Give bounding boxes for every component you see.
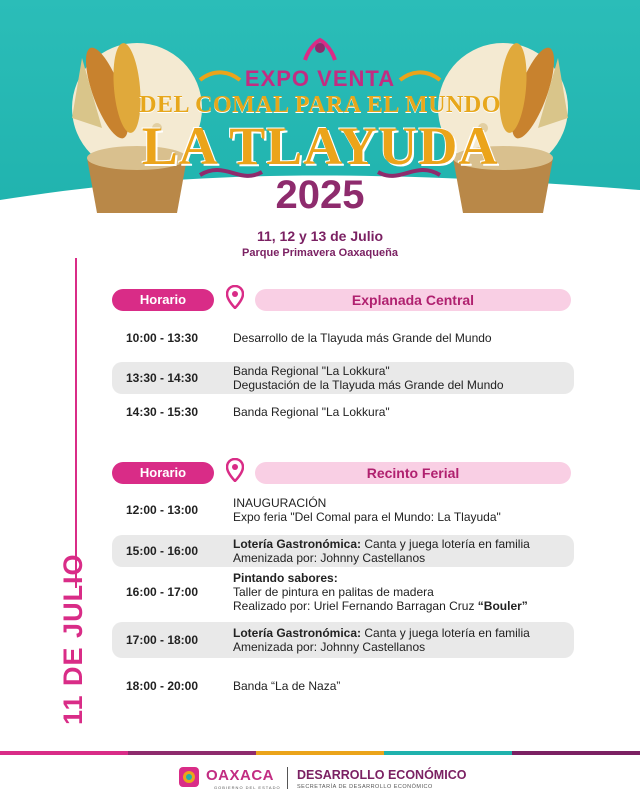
schedule-description [233,626,530,654]
schedule-time: 16:00 - 17:00 [125,585,199,599]
description-bold: Pintando sabores: [233,571,338,585]
schedule-time: 13:30 - 14:30 [125,371,199,385]
schedule-time: 10:00 - 13:30 [125,331,199,345]
description-text: Desarrollo de la Tlayuda más Grande del Mundo [233,331,492,345]
description-line [233,640,530,654]
schedule-row [112,326,574,350]
description-text: Expo feria "Del Comal para el Mundo: La Tlayuda" [233,510,501,524]
description-line [233,331,492,345]
footer [0,760,640,796]
description-line [233,551,530,565]
oaxaca-logo-sub: GOBIERNO DEL ESTADO [214,785,281,790]
oaxaca-shield-icon [178,766,200,788]
schedule-description [233,679,340,693]
dept-name: DESARROLLO ECONÓMICO [297,768,467,782]
schedule-row [112,362,574,394]
description-line [233,626,530,640]
description-text: Banda Regional "La Lokkura" [233,364,390,378]
dept-sub: SECRETARÍA DE DESARROLLO ECONÓMICO [297,784,433,790]
expo-label: EXPO VENTA [244,66,396,91]
schedule-time: 14:30 - 15:30 [125,405,199,419]
title-block [0,28,640,215]
description-text: INAUGURACIÓN [233,496,327,510]
schedule-description [233,537,530,565]
description-text: Amenizada por: Johnny Castellanos [233,551,426,565]
description-line [233,364,504,378]
schedule-time: 17:00 - 18:00 [125,633,199,647]
schedule-row [112,494,574,526]
location-pin-icon [226,285,244,309]
description-line [233,378,504,392]
venue-pill: Explanada Central [255,289,571,311]
schedule-description [233,331,492,345]
header-banner [0,0,640,235]
description-text: Canta y juega lotería en familia [361,626,530,640]
horario-pill: Horario [112,462,214,484]
schedule-time: 12:00 - 13:00 [125,503,199,517]
description-text: Amenizada por: Johnny Castellanos [233,640,426,654]
description-line [233,599,528,613]
schedule-row [112,674,574,698]
description-text: Realizado por: Uriel Fernando Barragan Cruz [233,599,478,613]
description-line [233,510,501,524]
footer-color-bar [0,751,640,755]
description-text: Degustación de la Tlayuda más Grande del Mundo [233,378,504,392]
location-pin-icon [226,458,244,482]
schedule-row [112,622,574,658]
description-text: Canta y juega lotería en familia [361,537,530,551]
schedule-description [233,364,504,392]
description-line [233,496,501,510]
description-text: Banda Regional "La Lokkura" [233,405,390,419]
day-label: 11 DE JULIO [58,553,88,725]
description-line [233,405,390,419]
description-text: Banda “La de Naza” [233,679,341,693]
description-bold: Lotería Gastronómica: [233,626,362,640]
schedule-description [233,405,390,419]
schedule-row [112,570,574,614]
year: 2025 [275,173,365,217]
event-info [0,228,640,259]
schedule-description [233,496,501,524]
schedule-time: 18:00 - 20:00 [125,679,199,693]
timeline-line [75,258,77,588]
horario-pill: Horario [112,289,214,311]
description-line [233,537,530,551]
subtitle: DEL COMAL PARA EL MUNDO [139,92,501,118]
section-header-explanada [112,289,572,311]
description-bold: Lotería Gastronómica: [233,537,362,551]
description-text: Taller de pintura en palitas de madera [233,585,434,599]
schedule-row [112,535,574,567]
main-title: LA TLAYUDA [141,116,499,176]
description-line [233,679,340,693]
venue-pill: Recinto Ferial [255,462,571,484]
schedule-row [112,400,574,424]
event-venue: Parque Primavera Oaxaqueña [242,247,398,259]
oaxaca-logo-text: OAXACA [206,767,275,784]
description-bold-tail: “Bouler” [477,599,528,613]
section-header-recinto [112,462,572,484]
footer-separator [287,767,288,789]
schedule-time: 15:00 - 16:00 [125,544,199,558]
description-line [233,585,528,599]
event-dates: 11, 12 y 13 de Julio [256,228,384,244]
schedule-description [233,571,528,613]
description-line [233,571,528,585]
